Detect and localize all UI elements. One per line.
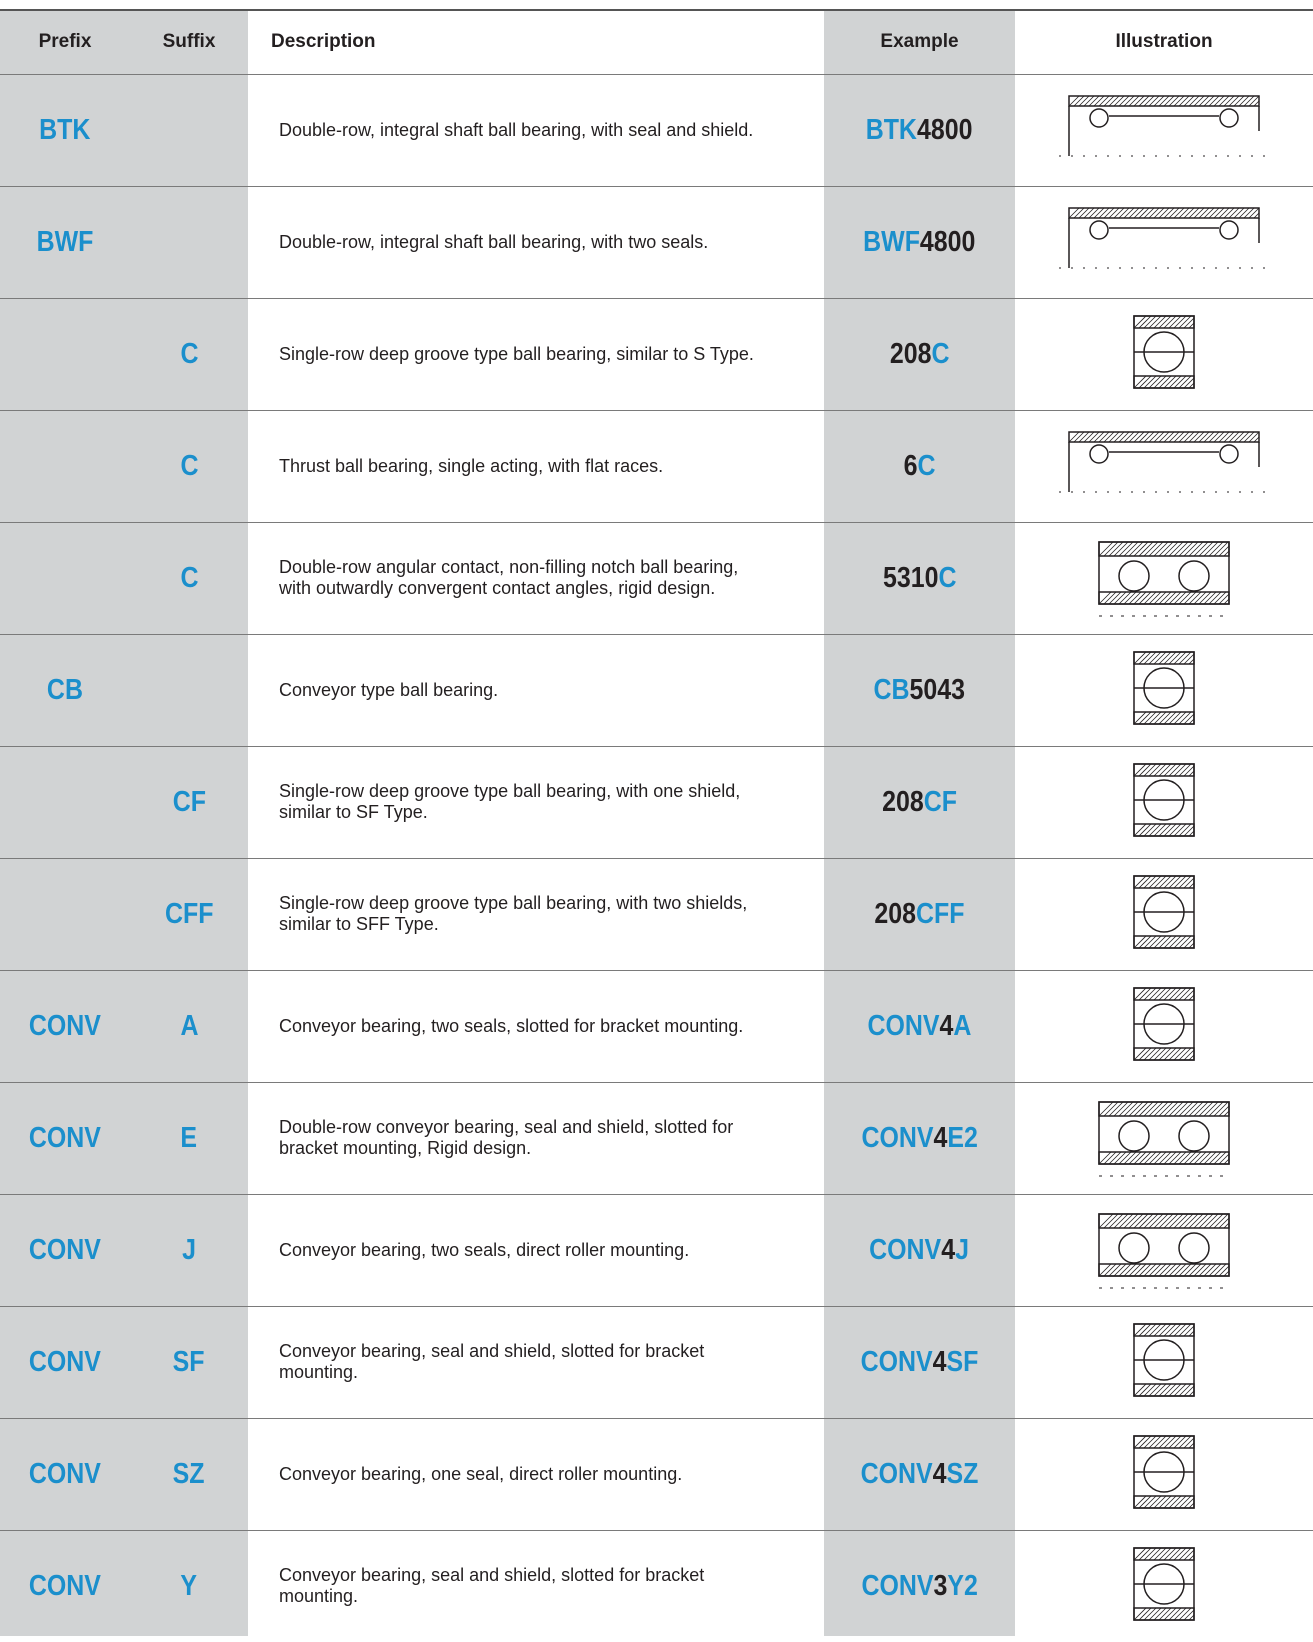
suffix-code: SZ (173, 1457, 205, 1490)
prefix-cell (0, 1530, 130, 1642)
suffix-cell (130, 1418, 248, 1530)
suffix-code: CFF (164, 897, 214, 930)
example-number-part: 5043 (909, 673, 966, 706)
prefix-cell (0, 298, 130, 410)
example-cell (824, 1194, 1015, 1306)
illustration-cell (1015, 1306, 1313, 1418)
conveyor-seal-shield-illustration (1109, 1318, 1219, 1406)
prefix-code: CONV (28, 1345, 102, 1378)
description-cell (279, 746, 759, 858)
example-code (874, 898, 964, 931)
example-accent-part: A (953, 1009, 972, 1042)
example-accent-part: SF (946, 1345, 979, 1378)
example-code (874, 674, 966, 707)
description-text: Double-row, integral shaft ball bearing, with seal and shield. (279, 119, 754, 140)
example-accent-part: SZ (946, 1457, 979, 1490)
table-row (0, 746, 1313, 858)
example-code (904, 450, 936, 483)
prefix-code: CONV (28, 1457, 102, 1490)
conveyor-one-seal-illustration (1109, 1430, 1219, 1518)
example-accent-part: CF (923, 785, 957, 818)
example-accent-part: CB (873, 673, 910, 706)
table-row (0, 1530, 1313, 1642)
example-cell (824, 522, 1015, 634)
example-cell (824, 1082, 1015, 1194)
description-cell (279, 1194, 759, 1306)
example-accent-part: Y2 (947, 1569, 978, 1602)
illustration-cell (1015, 1418, 1313, 1530)
illustration-cell (1015, 858, 1313, 970)
example-accent-part: J (955, 1233, 970, 1266)
description-text: Double-row angular contact, non-filling notch ball bearing, with outwardly convergent contact angles, rigid design. (279, 557, 739, 598)
description-cell (279, 522, 759, 634)
example-cell (824, 410, 1015, 522)
description-cell (279, 1530, 759, 1642)
deep-groove-one-shield-illustration (1109, 758, 1219, 846)
example-code (861, 1346, 979, 1379)
suffix-code: J (182, 1233, 196, 1266)
illustration-cell (1015, 1082, 1313, 1194)
example-number-part: 4 (941, 1233, 956, 1266)
description-text: Conveyor type ball bearing. (279, 679, 499, 700)
example-code (863, 226, 975, 259)
prefix-cell (0, 522, 130, 634)
suffix-cell (130, 746, 248, 858)
description-text: Conveyor bearing, two seals, direct roller mounting. (279, 1239, 690, 1260)
suffix-code: Y (180, 1569, 198, 1602)
example-accent-part: CFF (916, 897, 965, 930)
suffix-code: E (180, 1121, 198, 1154)
suffix-cell (130, 1082, 248, 1194)
table-row (0, 186, 1313, 298)
header-illustration: Illustration (1115, 31, 1213, 52)
suffix-cell (130, 74, 248, 186)
example-cell (824, 186, 1015, 298)
prefix-cell (0, 634, 130, 746)
illustration-cell (1015, 634, 1313, 746)
integral-shaft-seal-shield-illustration (1049, 86, 1279, 174)
example-accent-part: BWF (863, 225, 921, 258)
suffix-cell (130, 970, 248, 1082)
table-row (0, 634, 1313, 746)
example-accent-part: BTK (866, 113, 918, 146)
example-accent-part: C (931, 337, 950, 370)
suffix-code: C (179, 561, 199, 594)
example-number-part: 208 (882, 785, 924, 818)
example-code (890, 338, 950, 371)
example-code (882, 786, 957, 819)
prefix-code: CONV (28, 1009, 102, 1042)
example-number-part: 6 (903, 449, 918, 482)
prefix-cell (0, 186, 130, 298)
prefix-cell (0, 1306, 130, 1418)
description-cell (279, 858, 759, 970)
example-number-part: 5310 (882, 561, 939, 594)
description-text: Conveyor bearing, seal and shield, slotted for bracket mounting. (279, 1341, 705, 1382)
conveyor-two-seals-slotted-illustration (1109, 982, 1219, 1070)
example-number-part: 4800 (920, 225, 976, 258)
illustration-cell (1015, 522, 1313, 634)
prefix-code: CONV (28, 1569, 102, 1602)
illustration-cell (1015, 186, 1313, 298)
example-accent-part: CONV (861, 1569, 934, 1602)
example-number-part: 208 (874, 897, 917, 930)
illustration-cell (1015, 74, 1313, 186)
example-accent-part: CONV (867, 1009, 940, 1042)
example-accent-part: C (938, 561, 957, 594)
description-cell (279, 634, 759, 746)
illustration-cell (1015, 1194, 1313, 1306)
suffix-code: CF (172, 785, 206, 818)
deep-groove-illustration (1109, 310, 1219, 398)
example-code (861, 1570, 977, 1603)
description-cell (279, 1082, 759, 1194)
illustration-cell (1015, 298, 1313, 410)
example-accent-part: CONV (860, 1457, 933, 1490)
conveyor-y-illustration (1109, 1542, 1219, 1630)
suffix-code: C (179, 449, 199, 482)
double-row-angular-illustration (1079, 534, 1249, 622)
prefix-cell (0, 74, 130, 186)
example-accent-part: CONV (869, 1233, 942, 1266)
example-number-part: 208 (889, 337, 932, 370)
suffix-cell (130, 298, 248, 410)
description-cell (279, 74, 759, 186)
table-row (0, 970, 1313, 1082)
suffix-cell (130, 1194, 248, 1306)
suffix-code: SF (173, 1345, 205, 1378)
example-cell (824, 970, 1015, 1082)
example-cell (824, 298, 1015, 410)
example-code (868, 1010, 972, 1043)
suffix-code: C (179, 337, 199, 370)
example-number-part: 4800 (917, 113, 973, 146)
integral-shaft-two-seals-illustration (1049, 198, 1279, 286)
description-text: Single-row deep groove type ball bearing, with one shield, similar to SF Type. (279, 781, 741, 822)
header-suffix: Suffix (162, 31, 216, 52)
example-number-part: 4 (939, 1009, 954, 1042)
illustration-cell (1015, 410, 1313, 522)
example-number-part: 4 (932, 1345, 947, 1378)
description-cell (279, 970, 759, 1082)
suffix-cell (130, 634, 248, 746)
suffix-code: A (179, 1009, 199, 1042)
example-code (861, 1458, 979, 1491)
description-text: Conveyor bearing, two seals, slotted for bracket mounting. (279, 1015, 744, 1036)
example-code (883, 562, 957, 595)
prefix-code: CONV (28, 1233, 102, 1266)
table-row (0, 1418, 1313, 1530)
suffix-cell (130, 410, 248, 522)
example-code (870, 1234, 970, 1267)
example-cell (824, 1306, 1015, 1418)
suffix-cell (130, 1306, 248, 1418)
prefix-cell (0, 1194, 130, 1306)
example-number-part: 4 (932, 1457, 947, 1490)
thrust-bearing-illustration (1049, 422, 1279, 510)
example-cell (824, 1530, 1015, 1642)
header-description: Description (271, 31, 376, 52)
description-cell (279, 410, 759, 522)
illustration-cell (1015, 746, 1313, 858)
description-cell (279, 186, 759, 298)
example-accent-part: E2 (947, 1121, 978, 1154)
description-text: Conveyor bearing, one seal, direct roller mounting. (279, 1463, 683, 1484)
prefix-code: BTK (39, 113, 91, 146)
suffix-cell (130, 186, 248, 298)
conveyor-direct-roller-illustration (1079, 1206, 1249, 1294)
suffix-cell (130, 522, 248, 634)
conveyor-type-illustration (1109, 646, 1219, 734)
example-code (866, 114, 973, 147)
example-cell (824, 74, 1015, 186)
table-row (0, 522, 1313, 634)
prefix-cell (0, 970, 130, 1082)
table-row (0, 1194, 1313, 1306)
description-cell (279, 298, 759, 410)
prefix-cell (0, 1082, 130, 1194)
example-cell (824, 858, 1015, 970)
suffix-cell (130, 1530, 248, 1642)
prefix-cell (0, 1418, 130, 1530)
example-accent-part: C (917, 449, 936, 482)
prefix-cell (0, 746, 130, 858)
double-row-conveyor-illustration (1079, 1094, 1249, 1182)
description-text: Single-row deep groove type ball bearing, with two shields, similar to SFF Type. (279, 893, 748, 934)
description-text: Conveyor bearing, seal and shield, slotted for bracket mounting. (279, 1565, 705, 1606)
prefix-code: CB (46, 673, 84, 706)
description-cell (279, 1306, 759, 1418)
prefix-cell (0, 858, 130, 970)
example-number-part: 4 (933, 1121, 948, 1154)
table-row (0, 858, 1313, 970)
table-row (0, 74, 1313, 186)
description-text: Single-row deep groove type ball bearing, similar to S Type. (279, 343, 754, 364)
table-row (0, 298, 1313, 410)
example-cell (824, 1418, 1015, 1530)
suffix-cell (130, 858, 248, 970)
illustration-cell (1015, 1530, 1313, 1642)
header-example: Example (880, 31, 959, 52)
prefix-code: CONV (28, 1121, 102, 1154)
example-cell (824, 746, 1015, 858)
deep-groove-two-shields-illustration (1109, 870, 1219, 958)
table-row (0, 410, 1313, 522)
description-text: Double-row, integral shaft ball bearing, with two seals. (279, 231, 709, 252)
example-accent-part: CONV (861, 1121, 934, 1154)
table-row (0, 1306, 1313, 1418)
prefix-code: BWF (36, 225, 94, 258)
example-code (861, 1122, 977, 1155)
example-accent-part: CONV (860, 1345, 933, 1378)
prefix-cell (0, 410, 130, 522)
description-cell (279, 1418, 759, 1530)
header-prefix: Prefix (38, 31, 92, 52)
description-text: Thrust ball bearing, single acting, with flat races. (279, 455, 664, 476)
example-number-part: 3 (933, 1569, 948, 1602)
example-cell (824, 634, 1015, 746)
table-row (0, 1082, 1313, 1194)
description-text: Double-row conveyor bearing, seal and shield, slotted for bracket mounting, Rigid design. (279, 1117, 734, 1158)
illustration-cell (1015, 970, 1313, 1082)
